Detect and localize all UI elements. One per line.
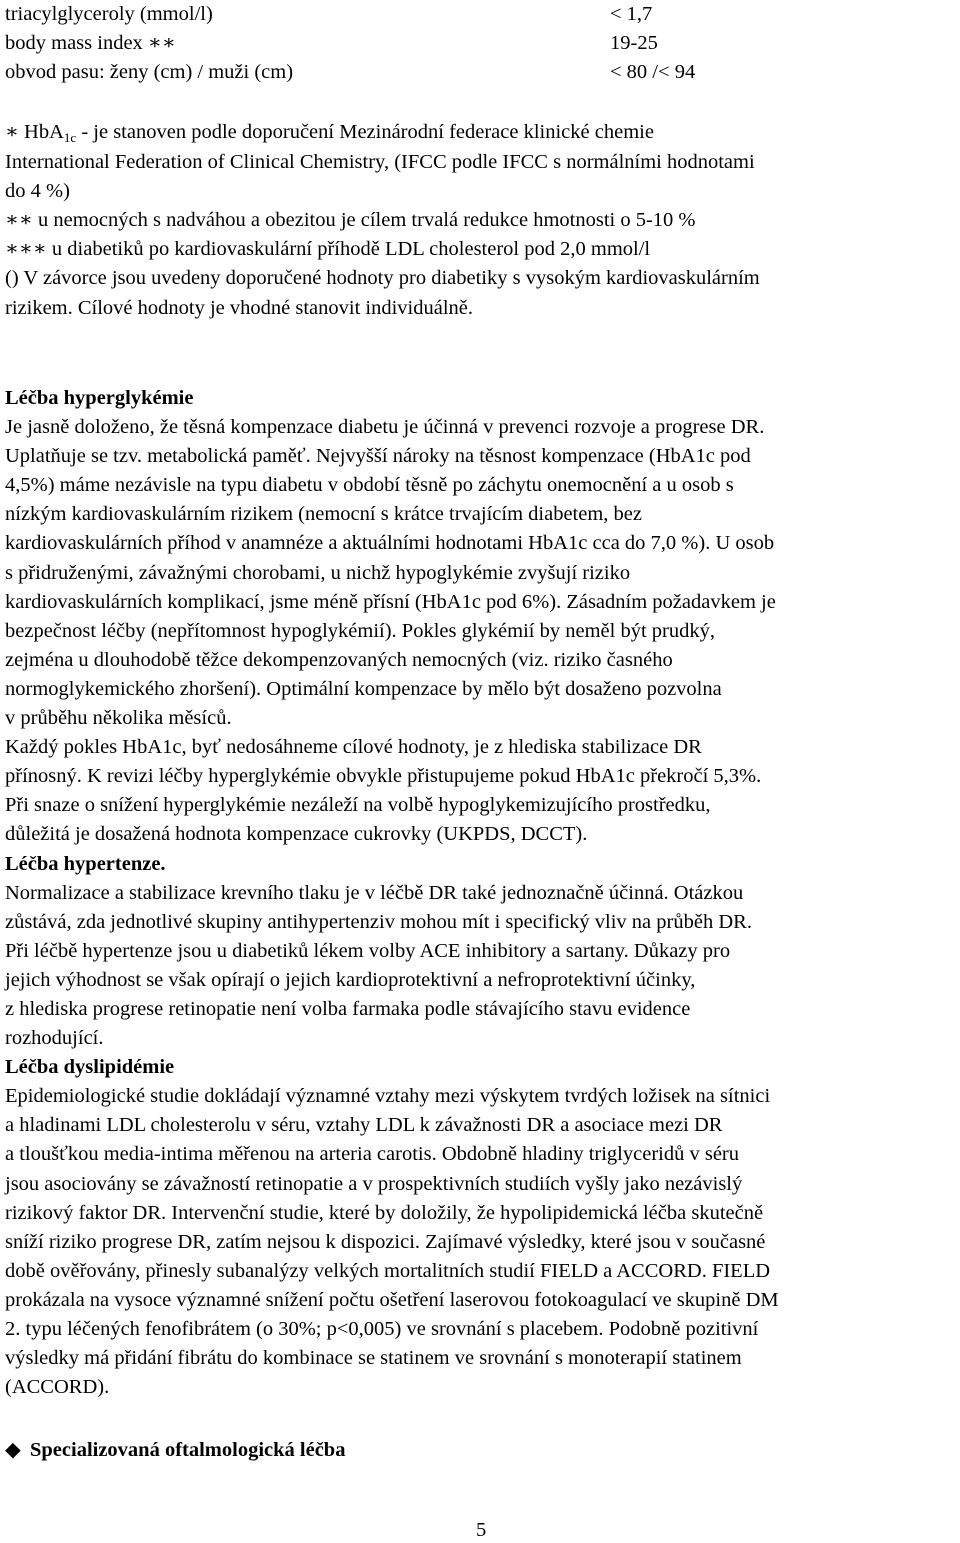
footnote-line: International Federation of Clinical Chemistry, (IFCC podle IFCC s normálními hodnotami: [5, 151, 755, 174]
paragraph-line: jejich výhodnost se však opírají o jejich kardioprotektivní a nefroprotektivní účinky,: [5, 968, 696, 991]
section-title-ophthalmology: Specializovaná oftalmologická léčba: [30, 1439, 346, 1461]
section-title-hyperglycemia: Léčba hyperglykémie: [5, 387, 194, 409]
paragraph-line: 2. typu léčených fenofibrátem (o 30%; p<0,005) ve srovnání s placebem. Podobně pozitivní: [5, 1318, 759, 1340]
paragraph-line: kardiovaskulárních příhod v anamnéze a aktuálními hodnotami HbA1c cca do 7,0 %). U osob: [5, 532, 775, 555]
page-number: 5: [476, 1519, 487, 1541]
paragraph-line: (ACCORD).: [5, 1376, 110, 1399]
paragraph-line: rozhodující.: [5, 1027, 104, 1050]
paragraph-line: Je jasně doloženo, že těsná kompenzace diabetu je účinná v prevenci rozvoje a progrese DR.: [5, 416, 765, 439]
paragraph-line: Při léčbě hypertenze jsou u diabetiků lékem volby ACE inhibitory a sartany. Důkazy pro: [5, 939, 731, 962]
paragraph-line: nízkým kardiovaskulárním rizikem (nemocní s krátce trvajícím diabetem, bez: [5, 503, 642, 526]
paragraph-line: výsledky má přidání fibrátu do kombinace se statinem ve srovnání s monoterapií statinem: [5, 1347, 742, 1370]
paragraph-line: Při snaze o snížení hyperglykémie nezáleží na volbě hypoglykemizujícího prostředku,: [5, 794, 711, 817]
section-title-dyslipidemia: Léčba dyslipidémie: [5, 1056, 175, 1079]
footnote-line: () V závorce jsou uvedeny doporučené hodnoty pro diabetiky s vysokým kardiovaskulárním: [5, 267, 760, 290]
footnotes: [5, 118, 960, 323]
paragraph-line: Každý pokles HbA1c, byť nedosáhneme cílové hodnoty, je z hlediska stabilizace DR: [5, 736, 702, 759]
footnote-line: ∗∗ u nemocných s nadváhou a obezitou je cílem trvalá redukce hmotnosti o 5-10 %: [5, 209, 696, 232]
footnote-hba1c: ∗ HbA1c - je stanoven podle doporučení Mezinárodní federace klinické chemie: [5, 121, 654, 145]
paragraph-line: důležitá je dosažená hodnota kompenzace cukrovky (UKPDS, DCCT).: [5, 823, 588, 846]
paragraph-line: s přidruženými, závažnými chorobami, u nichž hypoglykémie zvyšují riziko: [5, 561, 631, 584]
paragraph-line: Epidemiologické studie dokládají významné vztahy mezi výskytem tvrdých ložisek na sítnici: [5, 1085, 771, 1108]
paragraph-line: a hladinami LDL cholesterolu v séru, vztahy LDL k závažnosti DR a asociace mezi DR: [5, 1114, 723, 1137]
target-label-bmi: body mass index ∗∗: [5, 32, 176, 54]
section-title-hypertension: Léčba hypertenze.: [5, 852, 166, 875]
footnote-line: rizikem. Cílové hodnoty je vhodné stanovit individuálně.: [5, 296, 474, 319]
paragraph-line: jsou asociovány se závažností retinopatie a v prospektivních studiích vyšly jako nezávislý: [5, 1172, 743, 1195]
paragraph-line: přínosný. K revizi léčby hyperglykémie obvykle přistupujeme pokud HbA1c překročí 5,3%.: [5, 765, 762, 788]
paragraph-line: době ověřovány, přinesly subanalýzy velkých mortalitních studií FIELD a ACCORD. FIELD: [5, 1259, 771, 1282]
target-value-triglycerides: < 1,7: [610, 3, 653, 25]
paragraph-line: zůstává, zda jednotlivé skupiny antihypertenziv mohou mít i specifický vliv na průběh DR.: [5, 910, 752, 933]
paragraph-line: 4,5%) máme nezávisle na typu diabetu v období těsně po záchytu onemocnění a u osob s: [5, 474, 734, 497]
section-title-ophthalmology-row: [5, 1436, 345, 1465]
target-label-triglycerides: triacylglyceroly (mmol/l): [5, 3, 213, 25]
target-label-waist: obvod pasu: ženy (cm) / muži (cm): [5, 61, 294, 83]
paragraph-line: v průběhu několika měsíců.: [5, 707, 232, 730]
paragraph-line: prokázala na vysoce významné snížení počtu ošetření laserovou fotokoagulací ve skupině DM: [5, 1288, 779, 1311]
paragraph-line: a tloušťkou media-intima měřenou na arteria carotis. Obdobně hladiny triglyceridů v séru: [5, 1143, 740, 1166]
treatment-sections: [5, 384, 960, 1402]
paragraph-line: normoglykemického zhoršení). Optimální kompenzace by mělo být dosaženo pozvolna: [5, 677, 722, 700]
target-value-waist: < 80 /< 94: [610, 61, 696, 83]
paragraph-line: Uplatňuje se tzv. metabolická paměť. Nejvyšší nároky na těsnost kompenzace (HbA1c pod: [5, 445, 751, 468]
paragraph-line: zejména u dlouhodobě těžce dekompenzovaných nemocných (viz. riziko časného: [5, 648, 673, 671]
paragraph-line: sníží riziko progrese DR, zatím nejsou k dispozici. Zajímavé výsledky, které jsou v současné: [5, 1230, 766, 1253]
footnote-line: ∗∗∗ u diabetiků po kardiovaskulární příhodě LDL cholesterol pod 2,0 mmol/l: [5, 238, 651, 261]
target-value-bmi: 19-25: [610, 32, 658, 54]
paragraph-line: kardiovaskulárních komplikací, jsme méně přísní (HbA1c pod 6%). Zásadním požadavkem je: [5, 590, 776, 613]
diamond-bullet-icon: ◆: [5, 1439, 21, 1461]
paragraph-line: rizikový faktor DR. Intervenční studie, které by doložily, že hypolipidemická léčba skutečně: [5, 1201, 764, 1224]
paragraph-line: bezpečnost léčby (nepřítomnost hypoglykémií). Pokles glykémií by neměl být prudký,: [5, 619, 715, 642]
paragraph-line: Normalizace a stabilizace krevního tlaku je v léčbě DR také jednoznačně účinná. Otázkou: [5, 881, 744, 904]
footnote-line: do 4 %): [5, 180, 70, 203]
paragraph-line: z hlediska progrese retinopatie není volba farmaka podle stávajícího stavu evidence: [5, 997, 691, 1020]
